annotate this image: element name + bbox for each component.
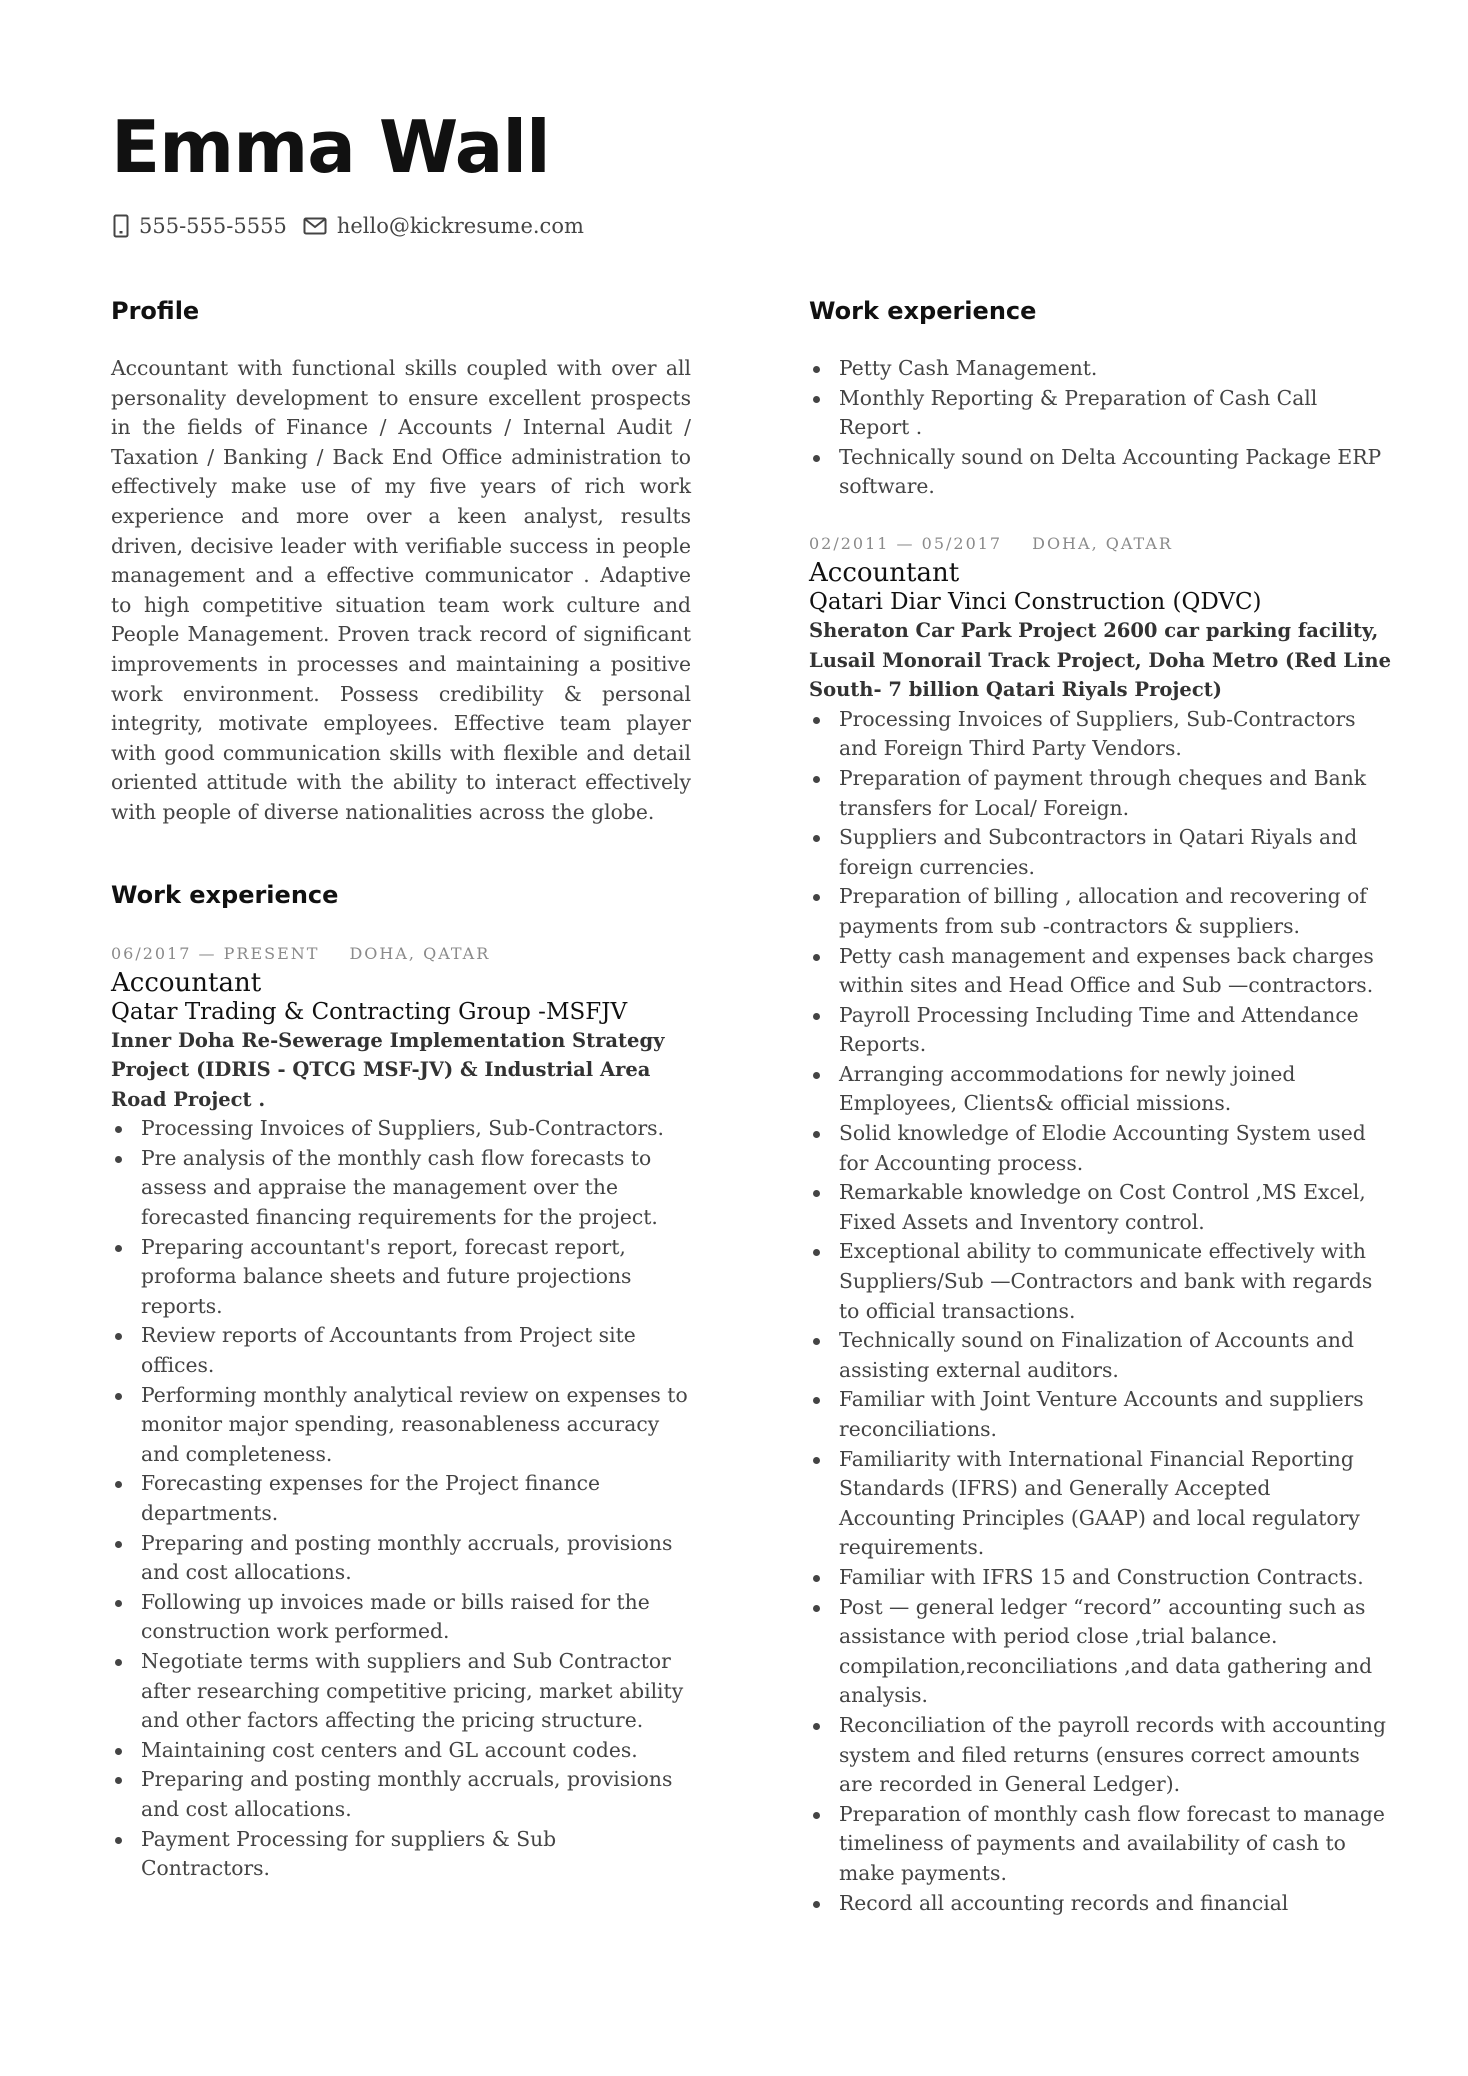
list-item	[809, 384, 1391, 443]
list-item	[111, 1736, 691, 1766]
list-item	[111, 1144, 691, 1233]
bullet-icon	[115, 1600, 122, 1607]
list-item	[809, 443, 1391, 502]
email-link[interactable]: hello@kickresume.com	[336, 214, 584, 238]
bullet-icon	[813, 1013, 820, 1020]
job-project: Sheraton Car Park Project 2600 car parking facility, Lusail Monorail Track Project, Doha Metro (Red Line South- 7 billion Qatari Riyals Project)	[809, 618, 1391, 702]
bullet-text: Remarkable knowledge on Cost Control ,MS Excel, Fixed Assets and Inventory control.	[839, 1180, 1366, 1234]
bullet-icon	[115, 1777, 122, 1784]
bullet-icon	[115, 1748, 122, 1755]
bullet-icon	[813, 717, 820, 724]
bullet-text: Performing monthly analytical review on expenses to monitor major spending, reasonableness accuracy and completeness.	[141, 1382, 688, 1466]
bullet-text: Arranging accommodations for newly joined Employees, Clients& official missions.	[839, 1061, 1296, 1116]
list-item	[809, 1800, 1391, 1889]
bullet-icon	[813, 1131, 820, 1138]
bullet-text: Preparation of payment through cheques and Bank transfers for Local/ Foreign.	[839, 765, 1367, 820]
bullet-text: Solid knowledge of Elodie Accounting System used for Accounting process.	[839, 1121, 1366, 1175]
mail-icon	[303, 217, 327, 235]
work-heading-left: Work experience	[111, 880, 339, 909]
bullet-icon	[813, 1190, 820, 1197]
list-item	[809, 1060, 1391, 1119]
bullet-text: Suppliers and Subcontractors in Qatari Riyals and foreign currencies.	[839, 825, 1358, 879]
job-bullets	[111, 1114, 691, 1883]
bullet-icon	[813, 894, 820, 901]
bullet-text: Preparing and posting monthly accruals, provisions and cost allocations.	[141, 1767, 673, 1821]
bullet-icon	[813, 776, 820, 783]
job-bullets	[809, 705, 1391, 1918]
list-item	[809, 942, 1391, 1001]
bullet-text: Technically sound on Finalization of Accounts and assisting external auditors.	[839, 1328, 1354, 1382]
list-item	[809, 1326, 1391, 1385]
list-item	[809, 882, 1391, 941]
bullet-text: Familiarity with International Financial Reporting Standards (IFRS) and Generally Accepted Accounting Principles (GAAP) and local regulatory requirements.	[839, 1446, 1360, 1560]
bullet-text: Pre analysis of the monthly cash flow forecasts to assess and appraise the management over the forecasted financing requirements for the project.	[141, 1145, 658, 1230]
job-company: Qatar Trading & Contracting Group -MSFJV	[111, 998, 628, 1025]
phone-icon	[113, 214, 129, 238]
list-item	[111, 1469, 691, 1528]
list-item	[111, 1321, 691, 1380]
list-item	[809, 1445, 1391, 1563]
bullet-text: Preparation of monthly cash flow forecast to manage timeliness of payments and availability of cash to make payments.	[839, 1801, 1385, 1885]
bullet-text: Processing Invoices of Suppliers, Sub-Contractors and Foreign Third Party Vendors.	[839, 706, 1356, 761]
list-item	[809, 1178, 1391, 1237]
list-item	[809, 1889, 1391, 1919]
list-item	[809, 1385, 1391, 1444]
list-item	[809, 705, 1391, 764]
list-item	[111, 1114, 691, 1144]
bullet-icon	[115, 1245, 122, 1252]
bullet-text: Petty Cash Management.	[839, 356, 1098, 380]
list-item	[111, 1588, 691, 1647]
job-dates: 06/2017 — PRESENT	[111, 943, 320, 963]
bullet-icon	[813, 1812, 820, 1819]
bullet-text: Petty cash management and expenses back charges within sites and Head Office and Sub —contractors.	[839, 943, 1374, 998]
bullet-icon	[813, 1397, 820, 1404]
bullet-icon	[813, 1338, 820, 1345]
bullet-text: Following up invoices made or bills raised for the construction work performed.	[141, 1589, 650, 1644]
bullet-text: Reconciliation of the payroll records with accounting system and filed returns (ensures correct amounts are recorded in General Ledger).	[839, 1712, 1386, 1797]
bullet-icon	[813, 954, 820, 961]
bullet-icon	[813, 1901, 820, 1908]
job-project: Inner Doha Re-Sewerage Implementation Strategy Project (IDRIS - QTCG MSF-JV) & Industrial Area Road Project .	[111, 1028, 665, 1111]
bullet-text: Post — general ledger “record” accounting such as assistance with period close ,trial balance. compilation,reconciliations ,and data gathering and analysis.	[839, 1594, 1373, 1708]
bullet-text: Forecasting expenses for the Project finance departments.	[141, 1471, 601, 1525]
bullet-text: Monthly Reporting & Preparation of Cash Call Report .	[839, 385, 1318, 440]
job-entry-qdvc	[809, 530, 1391, 1918]
bullet-icon	[813, 835, 820, 842]
list-item	[111, 1765, 691, 1824]
job-dates: 02/2011 — 05/2017	[809, 533, 1003, 553]
left-column	[111, 290, 691, 1884]
resume-name: Emma Wall	[111, 105, 550, 189]
list-item	[111, 1529, 691, 1588]
email-item	[303, 211, 584, 241]
phone-item	[113, 211, 287, 241]
job-location: DOHA, QATAR	[1032, 533, 1173, 553]
bullet-text: Technically sound on Delta Accounting Package ERP software.	[839, 444, 1382, 499]
list-item	[809, 823, 1391, 882]
list-item	[809, 764, 1391, 823]
bullet-icon	[115, 1156, 122, 1163]
bullet-text: Exceptional ability to communicate effectively with Suppliers/Sub —Contractors and bank with regards to official transactions.	[839, 1239, 1373, 1323]
bullet-text: Maintaining cost centers and GL account codes.	[141, 1737, 638, 1762]
bullet-icon	[115, 1333, 122, 1340]
profile-text: Accountant with functional skills coupled with over all personality development to ensure excellent prospects in the fields of Finance / Accounts / Internal Audit / Taxation / Banking / Back End Office administration to effectively make use of my five years of rich work experience and more over a keen analyst, results driven, decisive leader with verifiable success in people management and a effective communicator . Adaptive to high competitive situation team work culture and People Management. Proven track record of significant improvements in processes and maintaining a positive work environment. Possess credibility & personal integrity, motivate employees. Effective team player with good communication skills with flexible and detail oriented attitude with the ability to interact effectively with people of diverse nationalities across the globe.	[111, 356, 691, 824]
work-heading-right: Work experience	[809, 297, 1037, 325]
list-item	[809, 1237, 1391, 1326]
job-title: Accountant	[809, 557, 960, 588]
profile-heading: Profile	[111, 297, 200, 325]
phone-text: 555-555-5555	[139, 214, 287, 238]
bullet-icon	[813, 1457, 820, 1464]
bullet-icon	[813, 1072, 820, 1079]
bullet-icon	[115, 1659, 122, 1666]
bullet-text: Preparing and posting monthly accruals, provisions and cost allocations.	[141, 1530, 673, 1585]
bullet-text: Review reports of Accountants from Project site offices.	[141, 1323, 636, 1378]
right-column	[809, 290, 1391, 1918]
list-item	[809, 1001, 1391, 1060]
job-company: Qatari Diar Vinci Construction (QDVC)	[809, 588, 1262, 615]
bullet-icon	[115, 1393, 122, 1400]
list-item	[111, 1647, 691, 1736]
job-location: DOHA, QATAR	[349, 943, 491, 963]
bullet-text: Processing Invoices of Suppliers, Sub-Contractors.	[141, 1116, 664, 1141]
contact-line	[113, 211, 600, 241]
bullet-icon	[813, 455, 820, 462]
list-item	[809, 1563, 1391, 1593]
list-item	[111, 1381, 691, 1470]
bullet-text: Negotiate terms with suppliers and Sub Contractor after researching competitive pricing, market ability and other factors affecting the pricing structure.	[141, 1648, 684, 1733]
list-item	[809, 1593, 1391, 1711]
bullet-text: Record all accounting records and financial	[839, 1890, 1289, 1915]
job-meta	[111, 940, 691, 968]
bullet-text: Familiar with Joint Venture Accounts and suppliers reconciliations.	[839, 1387, 1364, 1441]
bullet-icon	[115, 1541, 122, 1548]
bullet-icon	[813, 1249, 820, 1256]
list-item	[809, 1711, 1391, 1800]
bullet-text: Payment Processing for suppliers & Sub Contractors.	[141, 1826, 557, 1881]
list-item	[111, 1233, 691, 1322]
list-item	[809, 354, 1391, 384]
job-entry-qtcg	[111, 940, 691, 1884]
bullet-text: Payroll Processing Including Time and Attendance Reports.	[839, 1002, 1359, 1057]
bullet-icon	[115, 1837, 122, 1844]
bullet-icon	[813, 1605, 820, 1612]
bullet-text: Preparing accountant's report, forecast report, proforma balance sheets and future projections reports.	[141, 1234, 632, 1318]
bullet-icon	[813, 396, 820, 403]
bullet-icon	[115, 1126, 122, 1133]
bullet-icon	[813, 1723, 820, 1730]
bullet-icon	[813, 366, 820, 373]
continued-bullets	[809, 354, 1391, 502]
job-meta	[809, 530, 1391, 558]
list-item	[111, 1825, 691, 1884]
bullet-icon	[115, 1481, 122, 1488]
bullet-text: Preparation of billing , allocation and recovering of payments from sub -contractors & suppliers.	[839, 884, 1367, 938]
bullet-text: Familiar with IFRS 15 and Construction Contracts.	[839, 1564, 1364, 1589]
job-title: Accountant	[111, 967, 262, 998]
bullet-icon	[813, 1575, 820, 1582]
list-item	[809, 1119, 1391, 1178]
